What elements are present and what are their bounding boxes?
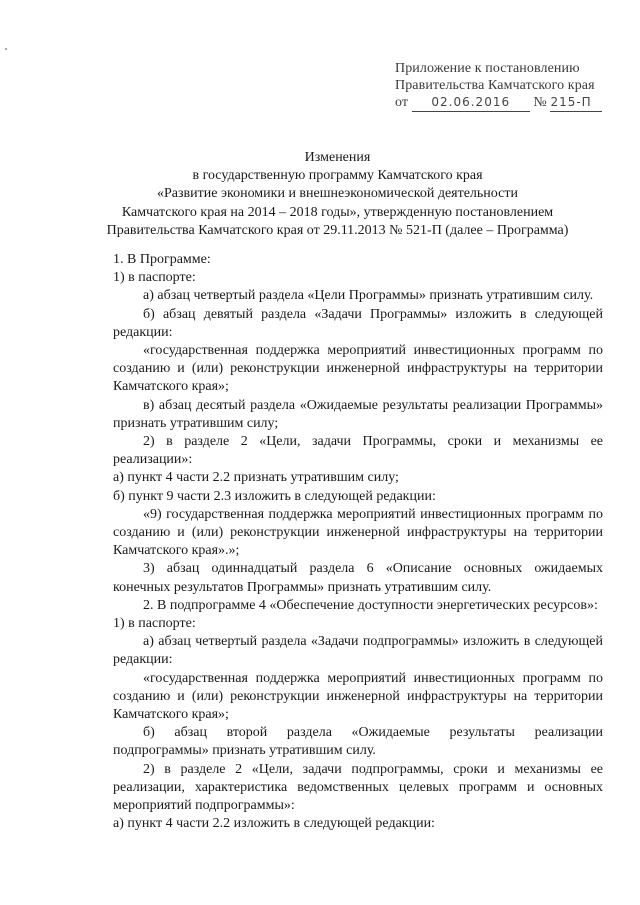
paragraph: а) пункт 4 части 2.2 признать утратившим силу; xyxy=(113,470,399,486)
paragraph: 1) в паспорте: xyxy=(113,616,196,632)
document-body xyxy=(113,251,603,834)
paragraph: 1. В Программе: xyxy=(113,252,211,267)
decree-number: 215-П xyxy=(550,94,602,112)
paragraph: 2) в разделе 2 «Цели, задачи подпрограммы, сроки и механизмы ее реализации, характеристика ведомственных целевых программ и основных мероприятий подпрограммы»: xyxy=(113,761,603,814)
paragraph: в) абзац десятый раздела «Ожидаемые результаты реализации Программы» признать утратившим силу; xyxy=(113,397,603,431)
header-date-line xyxy=(395,94,630,112)
paragraph: 2. В подпрограмме 4 «Обеспечение доступности энергетических ресурсов»: xyxy=(143,597,598,613)
appendix-header xyxy=(395,60,630,112)
paragraph: б) пункт 9 части 2.3 изложить в следующей редакции: xyxy=(113,488,436,504)
paragraph: «государственная поддержка мероприятий инвестиционных программ по созданию и (или) реконструкции инженерной инфраструктуры на территории Камчатского края»; xyxy=(113,670,603,723)
title-heading: Изменения xyxy=(304,150,371,165)
paragraph: «государственная поддержка мероприятий инвестиционных программ по созданию и (или) реконструкции инженерной инфраструктуры на территории Камчатского края»; xyxy=(113,343,603,395)
decree-date: 02.06.2016 xyxy=(412,94,530,112)
paragraph: б) абзац девятый раздела «Задачи Программы» изложить в следующей редакции: xyxy=(113,306,603,340)
paragraph: б) абзац второй раздела «Ожидаемые результаты реализации подпрограммы» признать утратившим силу. xyxy=(113,725,603,759)
paragraph: 1) в паспорте: xyxy=(113,270,196,286)
paragraph: а) абзац четвертый раздела «Цели Программы» признать утратившим силу. xyxy=(143,288,594,304)
title-line: «Развитие экономики и внешнеэкономической деятельности xyxy=(157,186,518,202)
scan-speck xyxy=(5,48,7,50)
paragraph: а) пункт 4 части 2.2 изложить в следующей редакции: xyxy=(113,816,435,832)
title-line: Камчатского края на 2014 – 2018 годы», утвержденную постановлением xyxy=(121,204,554,220)
title-line: в государственную программу Камчатского края xyxy=(192,168,483,184)
number-prefix: № xyxy=(533,95,547,110)
title-line: Правительства Камчатского края от 29.11.2013 № 521-П (далее – Программа) xyxy=(106,222,569,238)
date-prefix: от xyxy=(395,95,409,110)
document-title xyxy=(80,149,595,240)
paragraph: а) абзац четвертый раздела «Задачи подпрограммы» изложить в следующей редакции: xyxy=(113,634,603,668)
paragraph: 2) в разделе 2 «Цели, задачи Программы, сроки и механизмы ее реализации»: xyxy=(113,434,603,468)
header-line-1: Приложение к постановлению xyxy=(395,61,580,76)
paragraph: «9) государственная поддержка мероприятий инвестиционных программ по созданию и (или) реконструкции инженерной инфраструктуры на территории Камчатского края».»; xyxy=(113,506,603,559)
header-line-2: Правительства Камчатского края xyxy=(395,78,595,93)
paragraph: 3) абзац одиннадцатый раздела 6 «Описание основных ожидаемых конечных результатов Программы» признать утратившим силу. xyxy=(113,561,603,595)
